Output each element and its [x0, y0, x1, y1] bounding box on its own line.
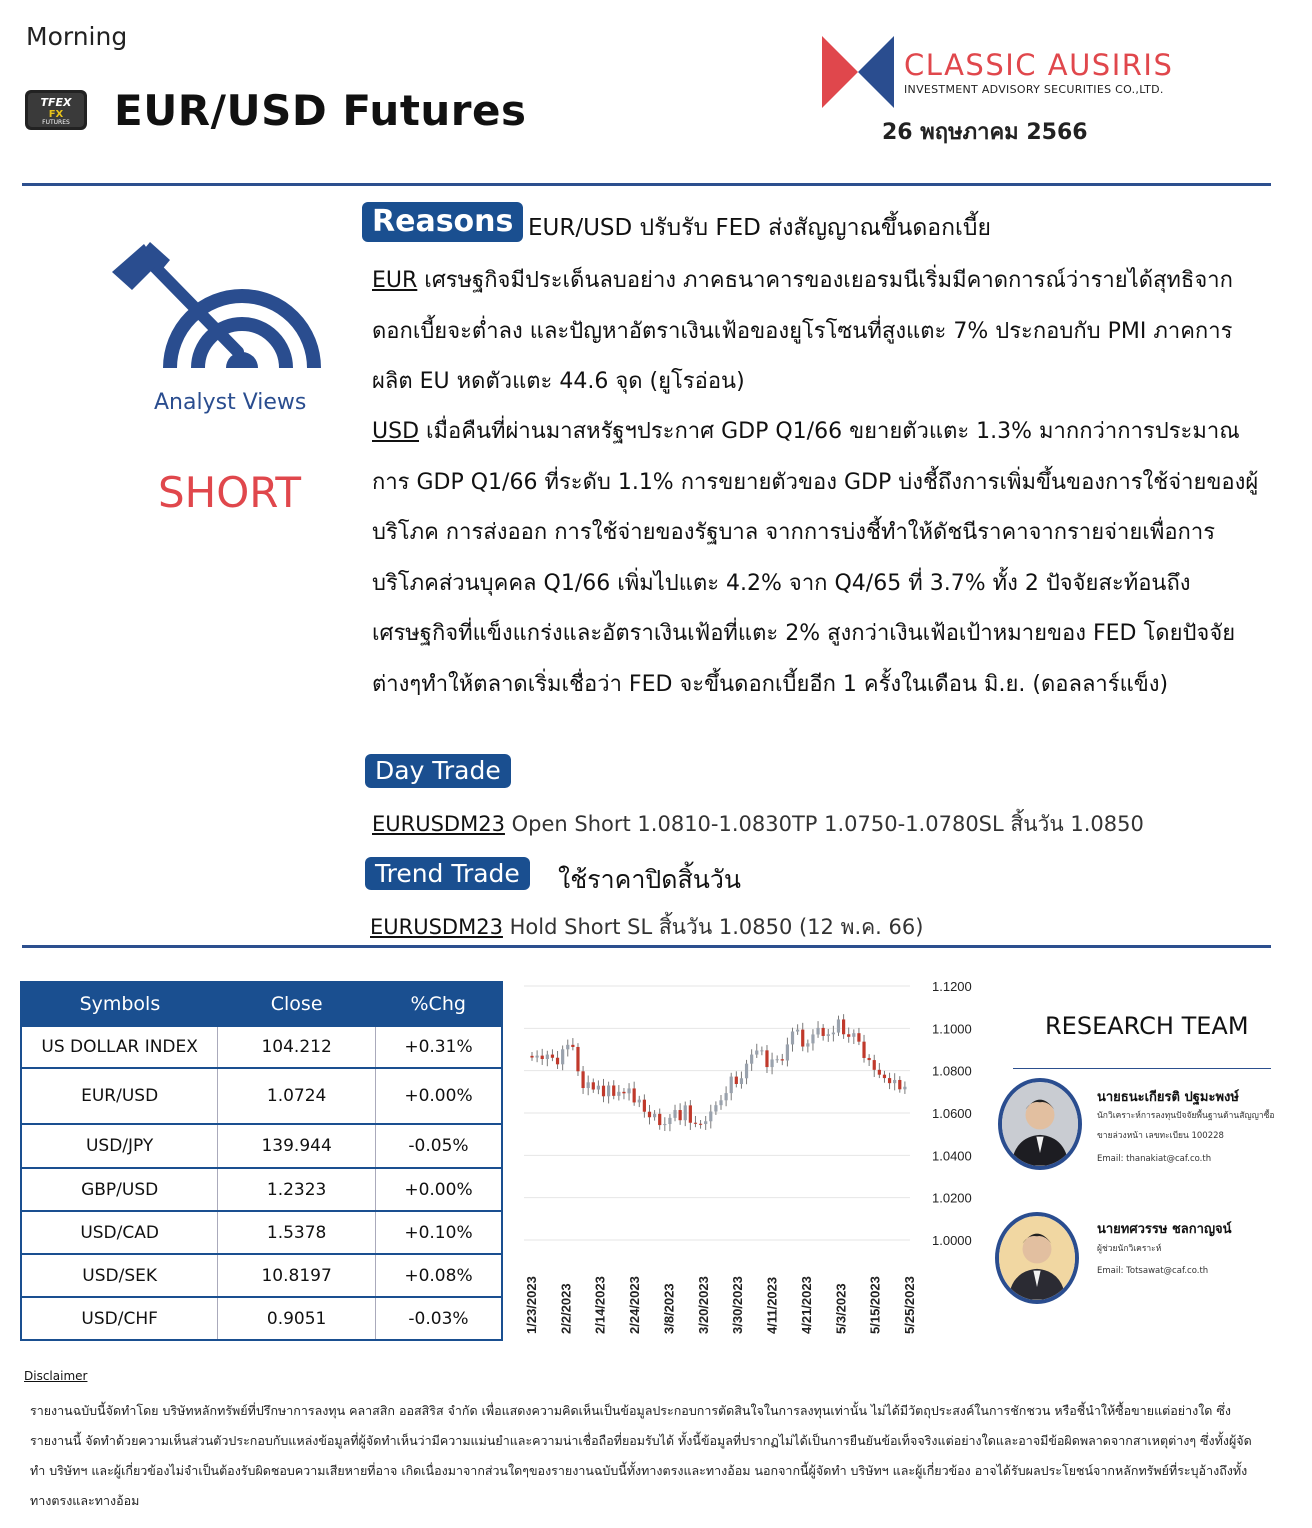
- candle: [602, 1079, 605, 1102]
- candle: [765, 1045, 768, 1073]
- company-name: CLASSIC AUSIRIS: [904, 48, 1174, 82]
- table-row: [21, 1026, 502, 1068]
- member-role: นักวิเคราะห์การลงทุนปัจจัยพื้นฐานด้านสัญญาซื้อขายล่วงหน้า เลขทะเบียน 100228: [1097, 1111, 1275, 1141]
- candle: [857, 1028, 860, 1045]
- reasons-tag: Reasons: [362, 202, 523, 242]
- target-arrow-icon: [110, 242, 324, 382]
- candle: [556, 1051, 559, 1069]
- candle: [622, 1088, 625, 1099]
- candle: [837, 1016, 840, 1036]
- candle: [750, 1049, 753, 1071]
- candle: [755, 1044, 758, 1058]
- candle: [868, 1054, 871, 1066]
- close-cell: 104.212: [218, 1026, 376, 1068]
- svg-text:FX: FX: [48, 109, 64, 120]
- close-cell: 139.944: [218, 1124, 376, 1168]
- col-header-close: Close: [218, 982, 376, 1026]
- table-row: [21, 1124, 502, 1168]
- symbol-cell: USD/SEK: [21, 1254, 218, 1297]
- candle: [806, 1040, 809, 1053]
- candle: [694, 1116, 697, 1127]
- candle: [873, 1055, 876, 1077]
- candle: [536, 1050, 539, 1062]
- candle: [627, 1083, 630, 1100]
- person-photo-icon: [1002, 1082, 1078, 1166]
- col-header-chg: %Chg: [375, 982, 502, 1026]
- trend-trade-text: Hold Short SL สิ้นวัน 1.0850 (12 พ.ค. 66): [509, 915, 924, 939]
- member-email: Email: Totsawat@caf.co.th: [1097, 1266, 1209, 1276]
- table-row: [21, 1168, 502, 1211]
- candle: [663, 1117, 666, 1131]
- candle: [893, 1073, 896, 1090]
- candle: [592, 1078, 595, 1092]
- symbol-cell: USD/JPY: [21, 1124, 218, 1168]
- table-row: [21, 1211, 502, 1254]
- candle: [822, 1024, 825, 1041]
- x-tick-label: 2/24/2023: [627, 1276, 643, 1334]
- candle: [638, 1096, 641, 1107]
- candle: [796, 1024, 799, 1035]
- svg-text:TFEX: TFEX: [40, 96, 72, 109]
- research-team-title: RESEARCH TEAM: [1045, 1012, 1249, 1040]
- candle: [576, 1043, 579, 1076]
- candle: [811, 1029, 814, 1050]
- candle: [719, 1095, 722, 1110]
- eur-text: เศรษฐกิจมีประเด็นลบอย่าง ภาคธนาคารของเยอรมนีเริ่มมีคาดการณ์ว่ารายได้สุทธิจากดอกเบี้ยจะต่ำลง และปัญหาอัตราเงินเฟ้อของยูโรโซนที่สูงแตะ 7% ประกอบกับ PMI ภาคการผลิต EU หดตัวแตะ 44.6 จุด (ยูโรอ่อน): [372, 268, 1233, 394]
- table-header-row: [21, 982, 502, 1026]
- candle: [852, 1029, 855, 1044]
- candle: [781, 1054, 784, 1065]
- trend-trade-line: [370, 911, 923, 944]
- close-cell: 1.5378: [218, 1211, 376, 1254]
- x-tick-label: 4/21/2023: [798, 1276, 814, 1334]
- candle: [658, 1109, 661, 1130]
- candle: [546, 1051, 549, 1066]
- table-row: [21, 1297, 502, 1340]
- y-tick-label: 1.0200: [932, 1190, 972, 1206]
- usd-code: USD: [372, 419, 420, 444]
- candle: [704, 1116, 707, 1130]
- trend-trade-tag: Trend Trade: [365, 857, 530, 890]
- candle: [878, 1063, 881, 1078]
- candle: [801, 1023, 804, 1051]
- candle: [673, 1105, 676, 1122]
- x-tick-label: 5/3/2023: [833, 1283, 849, 1334]
- chg-cell: -0.05%: [375, 1124, 502, 1168]
- day-trade-code: EURUSDM23: [372, 812, 505, 836]
- chg-cell: +0.31%: [375, 1026, 502, 1068]
- usd-text: เมื่อคืนที่ผ่านมาสหรัฐฯประกาศ GDP Q1/66 ขยายตัวแตะ 1.3% มากกว่าการประมาณการ GDP Q1/66 ที่ระดับ 1.1% การขยายตัวของ GDP บ่งชี้ถึงการเพิ่มขึ้นของการใช้จ่ายของผู้บริโภค การส่งออก การใช้จ่ายของรัฐบาล จากการบ่งชี้ทำให้ดัชนีราคาจากรายจ่ายเพื่อการบริโภคส่วนบุคคล Q1/66 เพิ่มไปแตะ 4.2% จาก Q4/65 ที่ 3.7% ทั้ง 2 ปัจจัยสะท้อนถึงเศรษฐกิจที่แข็งแกร่งและอัตราเงินเฟ้อที่แตะ 2% สูงกว่าเงินเฟ้อเป้าหมายของ FED โดยปัจจัยต่างๆทำให้ตลาดเริ่มเชื่อว่า FED จะขึ้นดอกเบี้ยอีก 1 ครั้งในเดือน มิ.ย. (ดอลลาร์แข็ง): [372, 419, 1259, 697]
- symbol-cell: EUR/USD: [21, 1068, 218, 1124]
- col-header-symbols: Symbols: [21, 982, 218, 1026]
- day-trade-line: [372, 808, 1144, 841]
- svg-text:FUTURES: FUTURES: [42, 119, 70, 126]
- report-date: 26 พฤษภาคม 2566: [882, 120, 1088, 145]
- candle: [888, 1073, 891, 1089]
- candle: [699, 1120, 702, 1129]
- candle: [883, 1071, 886, 1083]
- candle: [730, 1073, 733, 1101]
- disclaimer-text: รายงานฉบับนี้จัดทำโดย บริษัทหลักทรัพย์ที่ปรึกษาการลงทุน คลาสสิก ออสสิริส จำกัด เพื่อแสดงความคิดเห็นเป็นข้อมูลประกอบการตัดสินใจในการลงทุนเท่านั้น ไม่ได้มีวัตถุประสงค์ในการชักชวน หรือชี้นำให้ซื้อขายแต่อย่างใด ซึ่งรายงานนี้ จัดทำด้วยความเห็นส่วนตัวประกอบกับแหล่งข้อมูลที่ผู้จัดทำเห็นว่ามีความแม่นยำและความน่าเชื่อถือที่ยอมรับได้ ทั้งนี้ข้อมูลที่ปรากฏไม่ได้เป็นการยืนยันข้อเท็จจริงแต่อย่างใดและอาจมีข้อผิดพลาดจากสาเหตุต่างๆ ซึ่งทั้งผู้จัดทำ บริษัทฯ และผู้เกี่ยวข้องไม่จำเป็นต้องรับผิดชอบความเสียหายที่อาจ เกิดเนื่องมาจากส่วนใดๆของรายงานฉบับนี้ทั้งทางตรงและทางอ้อม นอกจากนี้ผู้จัดทำ บริษัทฯ และผู้เกี่ยวข้อง อาจได้รับผลประโยชน์จากหลักทรัพย์ที่ระบุอ้างถึงทั้งทางตรงและทางอ้อม: [30, 1403, 1252, 1508]
- person-photo-icon: [999, 1216, 1075, 1300]
- candle: [709, 1105, 712, 1129]
- candle: [551, 1049, 554, 1061]
- candle: [643, 1094, 646, 1117]
- x-tick-label: 1/23/2023: [524, 1276, 539, 1334]
- header-divider: [22, 183, 1271, 186]
- tfex-fx-futures-logo: [22, 88, 90, 132]
- report-title: EUR/USD Futures: [114, 86, 527, 135]
- day-trade-tag: Day Trade: [365, 754, 511, 788]
- chg-cell: +0.00%: [375, 1068, 502, 1124]
- y-tick-label: 1.1200: [932, 979, 972, 994]
- candle: [745, 1060, 748, 1084]
- candle: [791, 1028, 794, 1052]
- eurusd-price-chart: [510, 972, 990, 1340]
- day-trade-text: Open Short 1.0810-1.0830TP 1.0750-1.0780SL สิ้นวัน 1.0850: [511, 812, 1144, 836]
- symbol-cell: US DOLLAR INDEX: [21, 1026, 218, 1068]
- symbol-cell: USD/CHF: [21, 1297, 218, 1340]
- y-tick-label: 1.0600: [932, 1106, 972, 1121]
- candle: [827, 1029, 830, 1042]
- x-tick-label: 3/20/2023: [695, 1276, 711, 1334]
- candle: [847, 1027, 850, 1042]
- candle: [776, 1055, 779, 1062]
- candle: [786, 1038, 789, 1067]
- x-tick-label: 5/25/2023: [902, 1276, 917, 1334]
- close-cell: 1.0724: [218, 1068, 376, 1124]
- candle: [607, 1082, 610, 1104]
- eur-paragraph: [372, 256, 1272, 408]
- eur-code: EUR: [372, 268, 418, 293]
- y-tick-label: 1.0000: [932, 1233, 972, 1248]
- candle: [541, 1049, 544, 1065]
- candle: [653, 1110, 656, 1121]
- avatar: [995, 1212, 1079, 1304]
- chg-cell: +0.10%: [375, 1211, 502, 1254]
- y-tick-label: 1.1000: [932, 1021, 972, 1037]
- candle: [597, 1080, 600, 1094]
- candle: [633, 1082, 636, 1106]
- candle: [740, 1072, 743, 1089]
- disclaimer-title: Disclaimer: [24, 1369, 88, 1383]
- candle: [689, 1100, 692, 1130]
- candle: [679, 1103, 682, 1125]
- quotes-table: [20, 981, 503, 1341]
- classic-ausiris-logo: [820, 36, 896, 108]
- trend-trade-code: EURUSDM23: [370, 915, 503, 939]
- usd-paragraph: [372, 407, 1272, 710]
- avatar: [998, 1078, 1082, 1170]
- trend-trade-note: ใช้ราคาปิดสิ้นวัน: [558, 865, 741, 894]
- candle: [725, 1086, 728, 1106]
- chg-cell: -0.03%: [375, 1297, 502, 1340]
- member-role: ผู้ช่วยนักวิเคราะห์: [1097, 1244, 1162, 1254]
- x-tick-label: 3/30/2023: [730, 1276, 746, 1334]
- stance-label: SHORT: [158, 468, 302, 517]
- candle: [571, 1038, 574, 1050]
- candle: [862, 1035, 865, 1063]
- company-subtitle: INVESTMENT ADVISORY SECURITIES CO.,LTD.: [904, 83, 1164, 96]
- candle: [842, 1014, 845, 1039]
- close-cell: 10.8197: [218, 1254, 376, 1297]
- candle: [612, 1080, 615, 1099]
- candle: [530, 1052, 533, 1061]
- analyst-views-label: Analyst Views: [154, 390, 307, 415]
- x-tick-label: 5/15/2023: [867, 1276, 883, 1334]
- candle: [760, 1047, 763, 1056]
- member-name: นายทศวรรษ ชลกาญจน์: [1097, 1222, 1232, 1237]
- symbol-cell: USD/CAD: [21, 1211, 218, 1254]
- symbol-cell: GBP/USD: [21, 1168, 218, 1211]
- table-row: [21, 1254, 502, 1297]
- candle: [587, 1076, 590, 1096]
- candle: [684, 1102, 687, 1127]
- table-row: [21, 1068, 502, 1124]
- section-divider: [22, 945, 1271, 948]
- close-cell: 1.2323: [218, 1168, 376, 1211]
- x-tick-label: 2/14/2023: [592, 1276, 608, 1334]
- candle: [735, 1071, 738, 1087]
- x-tick-label: 4/11/2023: [764, 1276, 780, 1334]
- x-tick-label: 2/2/2023: [558, 1283, 574, 1334]
- candle: [816, 1021, 819, 1038]
- candle: [561, 1045, 564, 1070]
- close-cell: 0.9051: [218, 1297, 376, 1340]
- candle: [617, 1085, 620, 1100]
- candle: [668, 1114, 671, 1131]
- y-tick-label: 1.0400: [932, 1148, 972, 1164]
- member-email: Email: thanakiat@caf.co.th: [1097, 1154, 1212, 1164]
- x-tick-label: 3/8/2023: [661, 1283, 677, 1334]
- candle: [648, 1105, 651, 1124]
- reasons-headline: EUR/USD ปรับรับ FED ส่งสัญญาณขึ้นดอกเบี้ย: [528, 215, 991, 241]
- team-divider: [1013, 1068, 1271, 1069]
- y-tick-label: 1.0800: [932, 1063, 972, 1079]
- member-name: นายธนะเกียรติ ปฐมะพงษ์: [1097, 1090, 1239, 1105]
- candle: [898, 1076, 901, 1093]
- chg-cell: +0.00%: [375, 1168, 502, 1211]
- candle: [903, 1081, 906, 1093]
- report-edition-label: Morning: [26, 22, 128, 51]
- candle: [566, 1040, 569, 1057]
- chg-cell: +0.08%: [375, 1254, 502, 1297]
